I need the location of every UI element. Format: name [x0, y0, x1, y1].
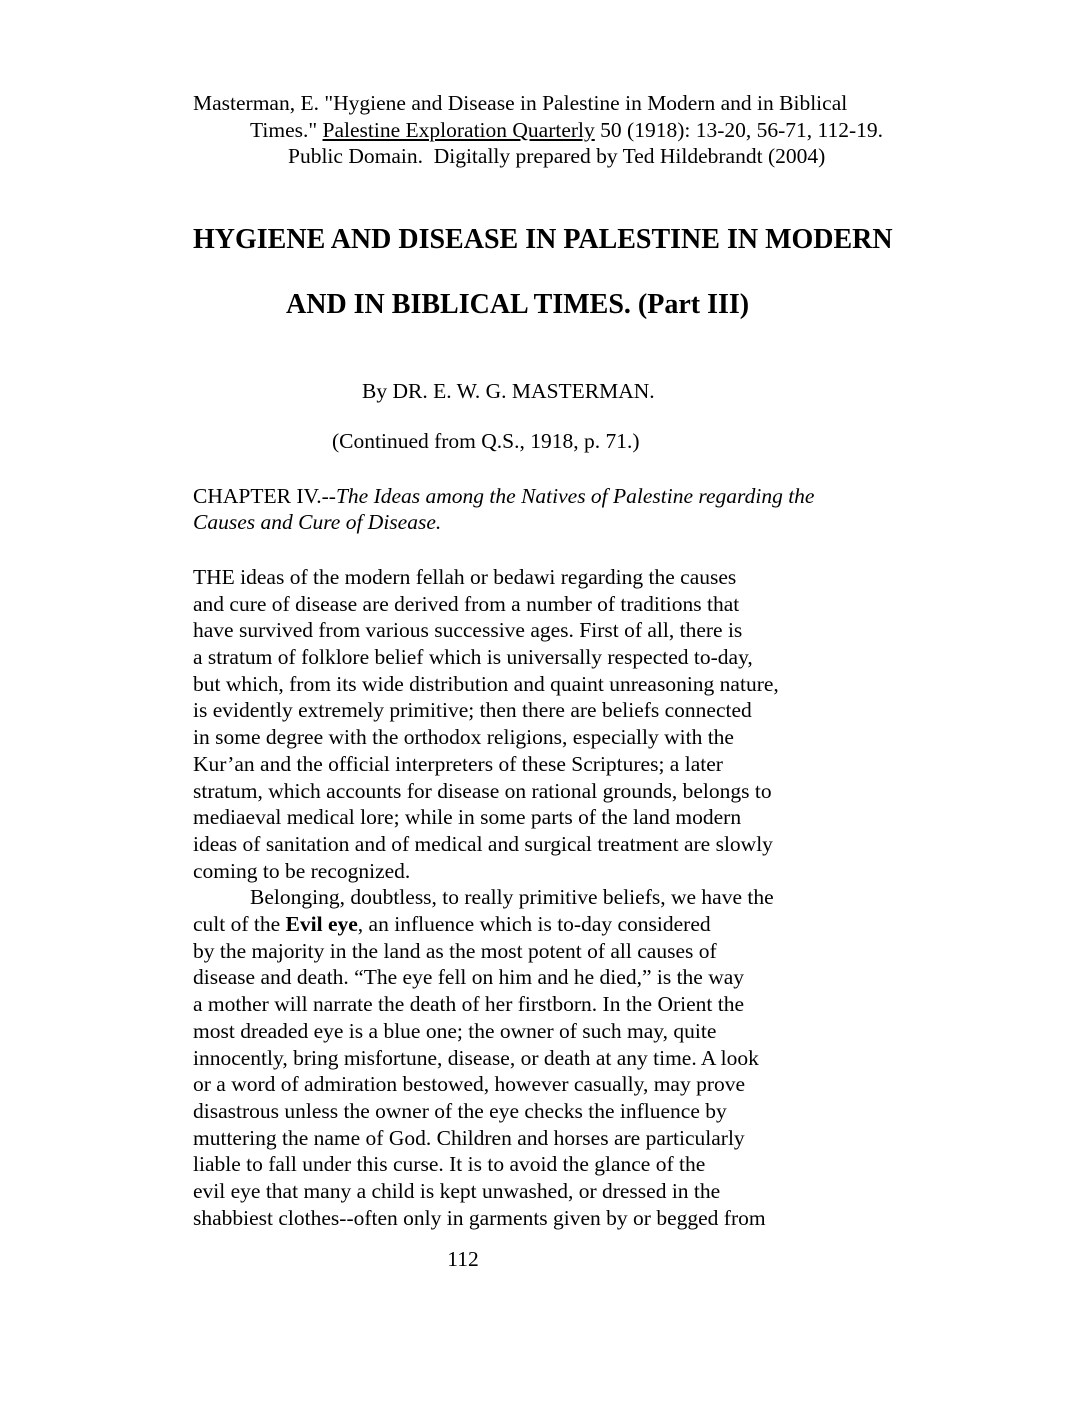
- citation-line-1: Masterman, E. "Hygiene and Disease in Palestine in Modern and in Biblical: [193, 91, 848, 115]
- citation-line-2: [250, 117, 953, 144]
- text-line: and cure of disease are derived from a number of traditions that: [193, 591, 740, 616]
- text-line: or a word of admiration bestowed, however casually, may prove: [193, 1072, 746, 1097]
- text-line: disease and death. “The eye fell on him and he died,” is the way: [193, 965, 745, 990]
- text-line: ideas of sanitation and of medical and surgical treatment are slowly: [193, 831, 773, 856]
- citation-block: [193, 90, 953, 170]
- bold-line-prefix: cult of the: [193, 912, 286, 937]
- chapter-title-part-1: The Ideas among the Natives of Palestine regarding the: [335, 483, 815, 508]
- paragraph-2-rest: [193, 938, 953, 1232]
- text-line: stratum, which accounts for disease on rational grounds, belongs to: [193, 778, 772, 803]
- chapter-label: CHAPTER IV.--: [193, 483, 336, 508]
- journal-title: Palestine Exploration Quarterly: [322, 117, 595, 142]
- text-line: a mother will narrate the death of her firstborn. In the Orient the: [193, 992, 745, 1017]
- text-line: Kur’an and the official interpreters of these Scriptures; a later: [193, 751, 723, 776]
- text-line: [193, 911, 953, 938]
- chapter-heading: [193, 483, 953, 536]
- text-line: in some degree with the orthodox religions, especially with the: [193, 725, 734, 750]
- text-line: shabbiest clothes--often only in garments given by or begged from: [193, 1205, 766, 1230]
- paragraph-1: [193, 564, 953, 884]
- citation-line-2-prefix: Times.": [250, 117, 323, 142]
- citation-line-2-suffix: 50 (1918): 13-20, 56-71, 112-19.: [594, 117, 884, 142]
- text-line: disastrous unless the owner of the eye checks the influence by: [193, 1098, 727, 1123]
- text-line: a stratum of folklore belief which is universally respected to-day,: [193, 645, 753, 670]
- text-line: but which, from its wide distribution and quaint unreasoning nature,: [193, 671, 779, 696]
- evil-eye-bold-phrase: Evil eye: [285, 912, 358, 937]
- page-number: 112: [447, 1247, 479, 1271]
- text-line: coming to be recognized.: [193, 858, 411, 883]
- chapter-heading-line-1: [193, 483, 953, 510]
- document-content: [193, 90, 953, 1232]
- article-title-line-2: AND IN BIBLICAL TIMES. (Part III): [286, 289, 750, 321]
- text-line: THE ideas of the modern fellah or bedawi regarding the causes: [193, 564, 737, 589]
- text-line: mediaeval medical lore; while in some parts of the land modern: [193, 805, 742, 830]
- continuation-note: (Continued from Q.S., 1918, p. 71.): [332, 428, 640, 453]
- byline: By DR. E. W. G. MASTERMAN.: [362, 379, 655, 404]
- text-line: muttering the name of God. Children and horses are particularly: [193, 1125, 745, 1150]
- paragraph-2: [193, 884, 953, 1231]
- text-line: evil eye that many a child is kept unwashed, or dressed in the: [193, 1179, 721, 1204]
- text-line: innocently, bring misfortune, disease, or death at any time. A look: [193, 1045, 759, 1070]
- citation-line-3: Public Domain. Digitally prepared by Ted Hildebrandt (2004): [288, 144, 826, 169]
- text-line: most dreaded eye is a blue one; the owner of such may, quite: [193, 1018, 717, 1043]
- article-title-line-1: HYGIENE AND DISEASE IN PALESTINE IN MODERN: [193, 224, 893, 256]
- text-line: Belonging, doubtless, to really primitive beliefs, we have the: [250, 885, 774, 910]
- text-line: by the majority in the land as the most potent of all causes of: [193, 938, 717, 963]
- text-line: liable to fall under this curse. It is to avoid the glance of the: [193, 1152, 706, 1177]
- text-line: is evidently extremely primitive; then there are beliefs connected: [193, 698, 752, 723]
- chapter-heading-line-2: Causes and Cure of Disease.: [193, 510, 442, 535]
- bold-line-suffix: , an influence which is to-day considered: [357, 912, 711, 937]
- text-line: have survived from various successive ages. First of all, there is: [193, 618, 743, 643]
